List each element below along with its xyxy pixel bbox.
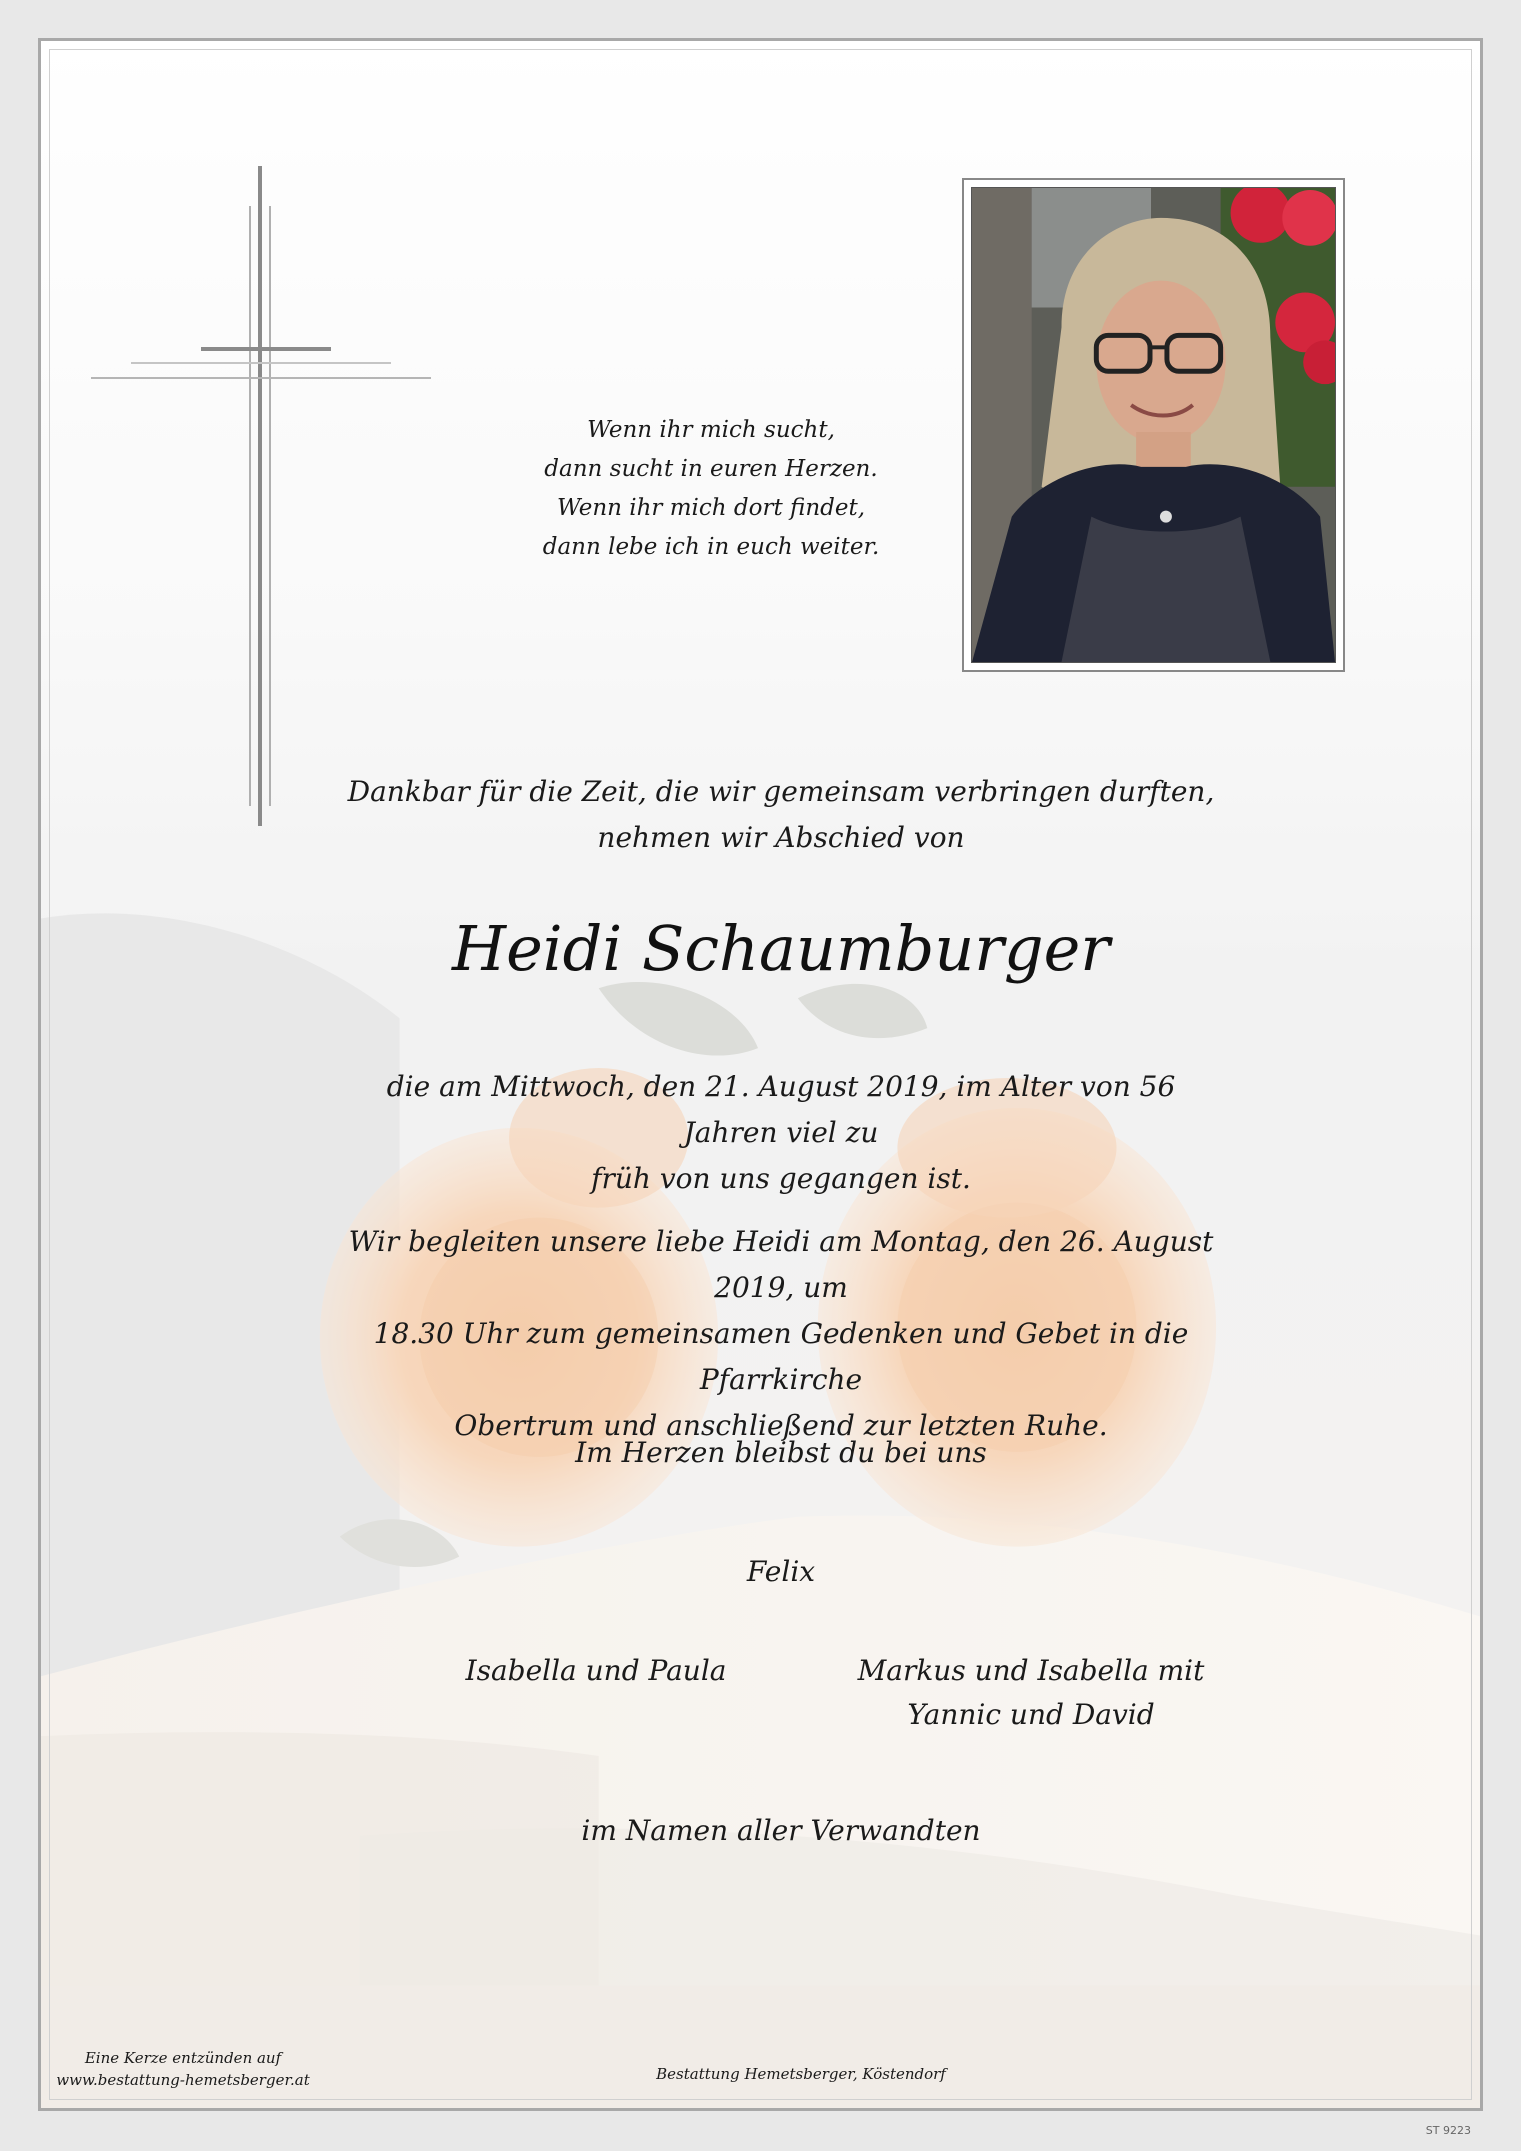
mourners-left: [441, 1649, 751, 1693]
undertaker-footer: Bestattung Hemetsberger, Köstendorf: [656, 2065, 946, 2083]
intro-text: [341, 769, 1221, 861]
poem-line: Wenn ihr mich dort findet,: [556, 495, 866, 521]
template-code: ST 9223: [1425, 2124, 1471, 2137]
obituary-card: [38, 38, 1483, 2111]
candle-footer-line: Eine Kerze entzünden auf: [84, 2049, 282, 2067]
ceremony-line: Obertrum und anschließend zur letzten Ruhe.: [454, 1409, 1108, 1442]
cross-icon: [91, 166, 431, 866]
intro-line: Dankbar für die Zeit, die wir gemeinsam verbringen durften,: [347, 775, 1215, 808]
portrait-image: [972, 188, 1335, 662]
candle-footer[interactable]: [53, 2047, 313, 2091]
farewell-line: Im Herzen bleibst du bei uns: [575, 1436, 987, 1469]
mourner-line: Markus und Isabella mit: [857, 1654, 1205, 1687]
intro-line: nehmen wir Abschied von: [597, 821, 965, 854]
deceased-name: Heidi Schaumburger: [452, 912, 1110, 985]
mourner-line: Yannic und David: [907, 1698, 1155, 1731]
memorial-poem: [481, 411, 941, 567]
ceremony-details: [341, 1219, 1221, 1449]
ceremony-line: Wir begleiten unsere liebe Heidi am Montag, den 26. August 2019, um: [348, 1225, 1214, 1304]
poem-line: dann lebe ich in euch weiter.: [542, 534, 880, 560]
ceremony-line: 18.30 Uhr zum gemeinsamen Gedenken und Gebet in die Pfarrkirche: [373, 1317, 1189, 1396]
mourners-right: [841, 1649, 1221, 1737]
death-notice: [341, 1064, 1221, 1202]
poem-line: Wenn ihr mich sucht,: [587, 417, 835, 443]
candle-footer-link[interactable]: www.bestattung-hemetsberger.at: [56, 2071, 310, 2089]
death-notice-line: die am Mittwoch, den 21. August 2019, im Alter von 56 Jahren viel zu: [386, 1070, 1176, 1149]
mourner-line: Isabella und Paula: [465, 1654, 727, 1687]
poem-line: dann sucht in euren Herzen.: [544, 456, 878, 482]
mourners-closing: im Namen aller Verwandten: [581, 1814, 981, 1847]
death-notice-line: früh von uns gegangen ist.: [591, 1162, 971, 1195]
portrait-photo: [962, 178, 1345, 672]
mourner-first: Felix: [746, 1555, 816, 1588]
